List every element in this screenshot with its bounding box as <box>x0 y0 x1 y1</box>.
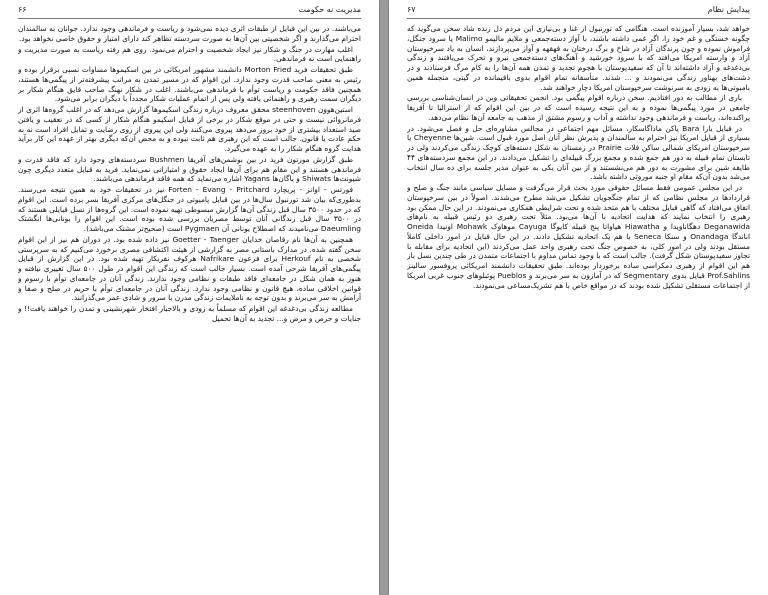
right-page <box>389 0 768 595</box>
left-page-body <box>18 24 361 589</box>
paragraph: استین‌هوون steenhoven محقق معروف درباره زندگی اسکیموها گزارش می‌دهد که در اغلب گروه‌ها اثری از فرمانروائی نیست و حتی در موقع شکار در برخی از قبایل اسکیمو هنگام شکار از کسی که در تعقیب و یافتن صید استعداد بیشتری از خود بروز می‌دهد پیروی می‌کنند ولی این پیروی از روی رضایت و تمایل افراد است نه به حکم عادت یا قانون. جالب است که این رهبری هم ثابت نبوده و به محض آن‌که دیگری بهتر از عهده این کار برآید هدایت گروه هنگام شکار را به عهده می‌گیرد. <box>18 105 361 153</box>
paragraph: می‌باشند. در بین این قبایل از طبقات اثری دیده نمی‌شود و ریاست و فرماندهی وجود ندارد. جوانان به سالمندان احترام می‌گذارند و اگر شخصیتی بین آن‌ها به صورت سردسته تظاهر کند دارای امتیاز و حقوق خاصی نخواهد بود. <box>18 24 361 43</box>
left-page-header <box>18 4 361 19</box>
right-page-running-title: پیدایش نظام <box>707 5 750 14</box>
right-page-header <box>407 4 750 19</box>
paragraph: اغلب مهارت در جنگ و شکار نیز ایجاد شخصیت و احترام می‌نمود. روی هم رفته ریاست به صورت مدیریت و راهنمایی است نه فرماندهی. <box>18 44 361 64</box>
right-page-body <box>407 24 750 589</box>
paragraph: مطالعه زندگی بی‌دغدغه این اقوام که مسلماً به زودی و بالاجبار افتخار شهرنشینی و تمدن را خواهند یافت!! و جنایات و حرص و مرض و... تجدید به آن‌ها تحمیل <box>18 304 361 323</box>
paragraph: طبق تحقیقات فرید Morton Fried دانشمند مشهور امریکائی در بین اسکیموها مساوات نسبی برقرار بوده و رئیس به معنی صاحب قدرت وجود ندارد. این اقوام که در مسیر تمدن به مراتب پیشرفته‌تر از پیگمی‌ها هستند، همچنین فاقد حکومت و ریاست توأم با فرماندهی می‌باشند. اغلب در شکار نهنگ صاحب قایق هنگام شکار بر دیگران سمت رهبری و راهنمائی یافته ولی پس از اتمام عملیات شکار مجدداً با دیگران برابر می‌شود. <box>18 65 361 104</box>
paragraph: همچنین به آن‌ها نام رقاصان خدایان Goetter - Taenger نیز داده شده بود. در دوران هم نیز از این اقوام سخن گفته شده. در مدارک باستانی مصر به گزارشی از هیئت اکتشافی مصری برخورد می‌کنیم که به سرپرستی شخصی به نام Herkouf برای فرعون Nafrikare هرکوف نفریکار تهیه شده بود. در این گزارش از قبایل پیگمی‌های آفریقا شرحی آمده است. بسیار جالب است که زندگی این اقوام در طول ۵۰۰ سال تغییری نیافته و هنوز به همان شکل در جامعه‌ای فاقد طبقات و نظامی وجود ندارند. زندگی آنان در جامعه‌ای توأم با رسوم و قوانین اخلاقی ساده، هیچ قانون و نظامی وجود ندارد. زندگی آنان در جامعه‌ای توأم با حریم در صلح و صفا و آرامش به سر می‌برند و بدون توجه به ناملایمات زندگی مدرن با سرور و شادی عمر می‌گذرانند. <box>18 234 361 303</box>
left-page-number: ۶۶ <box>18 5 27 14</box>
paragraph: فورتس - اوانز - پریچارد Forten - Evang - Pritchard نیز در تحقیقات خود به همین نتیجه می‌رسند. بدطوری‌که بیان شد تورنبول سال‌ها در بین قبایل پامبوتی در جنگل‌های مرکزی آفریقا بسر برده است. این اقوام که در حدود ۳۵۰۰ سال قبل زندگی آن‌ها گزارش مبسوطی تهیه نموده است. این گروه‌ها از نسل قبایلی هستند که در ۳۵۰۰ سال قبل زندگانی آنان توسط مصریان بررسی شده بوده است. این اقوام را یونانی‌ها انگشتک Daeumling می‌نامیدند که اصطلاح یونانی آن Pygmaen است (صحیح‌تر مشتک می‌باشد). <box>18 185 361 233</box>
paragraph: در این مجلس عمومی فقط مسائل حقوقی مورد بحث قرار می‌گرفت و مسایل سیاسی مانند جنگ و صلح و قراردادها در مجلس نظامی که از تمام جنگجویان تشکیل می‌شد مطرح می‌شدند. اصولاً در بین سرخپوستان اتفاق می‌افتاد که گاهی قبایل مختلف با هم متحد شده و تحت شرایطی همکاری می‌نمودند. در این حال ممکن بود رهبری را انتخاب نمایند که هدایت اتحادیه با آن‌ها می‌بود. مثلاً تحت رهبری دو رئیس قبیله به نام‌های Deganawida دهگاناویدا و Hiawatha هیاواتا پنج قبیله کایوگا Cayuga موهاوک Mohawk اونیدا Oneida اناندگا Onandaga و سنکا Seneca با هم یک اتحادیه تشکیل دادند. در این حال قبایل در امور داخلی کاملاً مستقل بودند ولی در امور کلی، به خصوص جنگ تحت رهبری واحد عمل می‌کردند (این اتحادیه برای مقابله با تجاوز سفیدپوستان شکل گرفت). جالب است که با وجود تماس مداوم با اجتماعات متمدن در طی چندین نسل باز هم این اقوام از رهبری دمکراسی ساده برخوردار بوده‌اند. طبق تحقیقات دانشمند امریکائی پروفسور سالینز Prof.Sahlins قبایل بدوی Segmentary که در آمازون به سر می‌برند و Pueblos پوئبلوهای جنوب غربی امریکا از اجتماعات مستقلی تشکیل شده بودند که در مواقع خاص با هم تشریک‌مساعی می‌نمودند. <box>407 183 750 290</box>
right-page-number: ۶۷ <box>407 5 416 14</box>
left-page <box>0 0 379 595</box>
paragraph: طبق گزارش مورتون فرید در بین بوشمن‌های آفریقا Bushmen سردسته‌های وجود دارد که فاقد قدرت و فرماندهی هستند و این مقام هم برای آن‌ها ایجاد حقوق و امتیازاتی نمی‌نماید. فرید به قبایل متعدد دیگری چون شیونت‌ها Shiwats و یاگان‌ها Yagans اشاره می‌نماید که همه فاقد فرماندهی می‌باشند. <box>18 154 361 184</box>
paragraph: خواهد شد، بسیار آموزنده است. هنگامی که تورنبول از غنا و بی‌نیازی این مردم دل زنده شاد سخن می‌گوید که چگونه خستگی و غم خود را، اگر غمی داشته باشند، با آواز دسته‌جمعی و ملایم مالیمو Malimo یا سرود جنگل، فراموش نموده و چون پرندگان آزاد در شاخ و برگ درختان به قهقهه و آواز می‌پردازند، انسان به یاد سرخپوستان آزاد و وارسته امریکا می‌افتد که با سرود خورشید و آهنگ‌های دسته‌جمعی نیرو و تحرک می‌یافتند و زندگی بی‌دغدغه و آزاد داشته‌اند تا آن که سفیدپوستان با هجوم تجدید و تمدن همه آن‌ها را به کام مرگ فرستادند و در دشت‌های بهناور زندگی می‌نمودند و ... شدند. متأسفانه تمام اقوام بدوی باقیمانده در گیتی، منجمله همین بامبوتی‌ها به زودی به سرنوشت سرخپوستان امریکا دچار خواهند شد. <box>407 24 750 92</box>
paragraph: باری از مطالب به دور افتادیم. سخن درباره اقوام پیگمی بود. انجمن تحقیقاتی وین در انسان‌شناسی بررسی جامعی در مورد پیگمی‌ها نموده و به این نتیجه رسیده است که در بین این اقوام که از استرالیا تا آفریقا پراکنده‌اند، ریاست و فرماندهی وجود نداشته و آداب و رسوم مشتق از مذهب به جامعه آن‌ها نظام می‌دهد. <box>407 93 750 122</box>
paragraph: در قبایل بارا Bara یاکن ماداگاسکار، مسائل مهم اجتماعی در مجالس مشاوره‌ای حل و فصل می‌شود. در بسیاری از قبایل امریکا نیز احترام به سالمندان و پذیرش نظر آنان اصل مورد قبول است. شین‌ها Cheyenne یا سرخپوستان امریکای شمالی ساکن فلات Prairie در زمستان به شکل دسته‌های کوچک زندگی می‌کردند ولی در تابستان تمام قبیله به دور هم جمع شده و مجمع بزرگ قبیله‌ای را تشکیل می‌دادند. در این مجمع سردسته‌های ۴۴ طایفه شین برای مشورت به دور هم می‌نشستند و از بین آنان یکی به عنوان مدیر جلسه برای ده سال انتخاب می‌شد بدون آن‌که مقام او جنبه موروثی داشته باشد. <box>407 123 750 182</box>
left-page-running-title: مدیریت نه حکومت <box>298 5 361 14</box>
